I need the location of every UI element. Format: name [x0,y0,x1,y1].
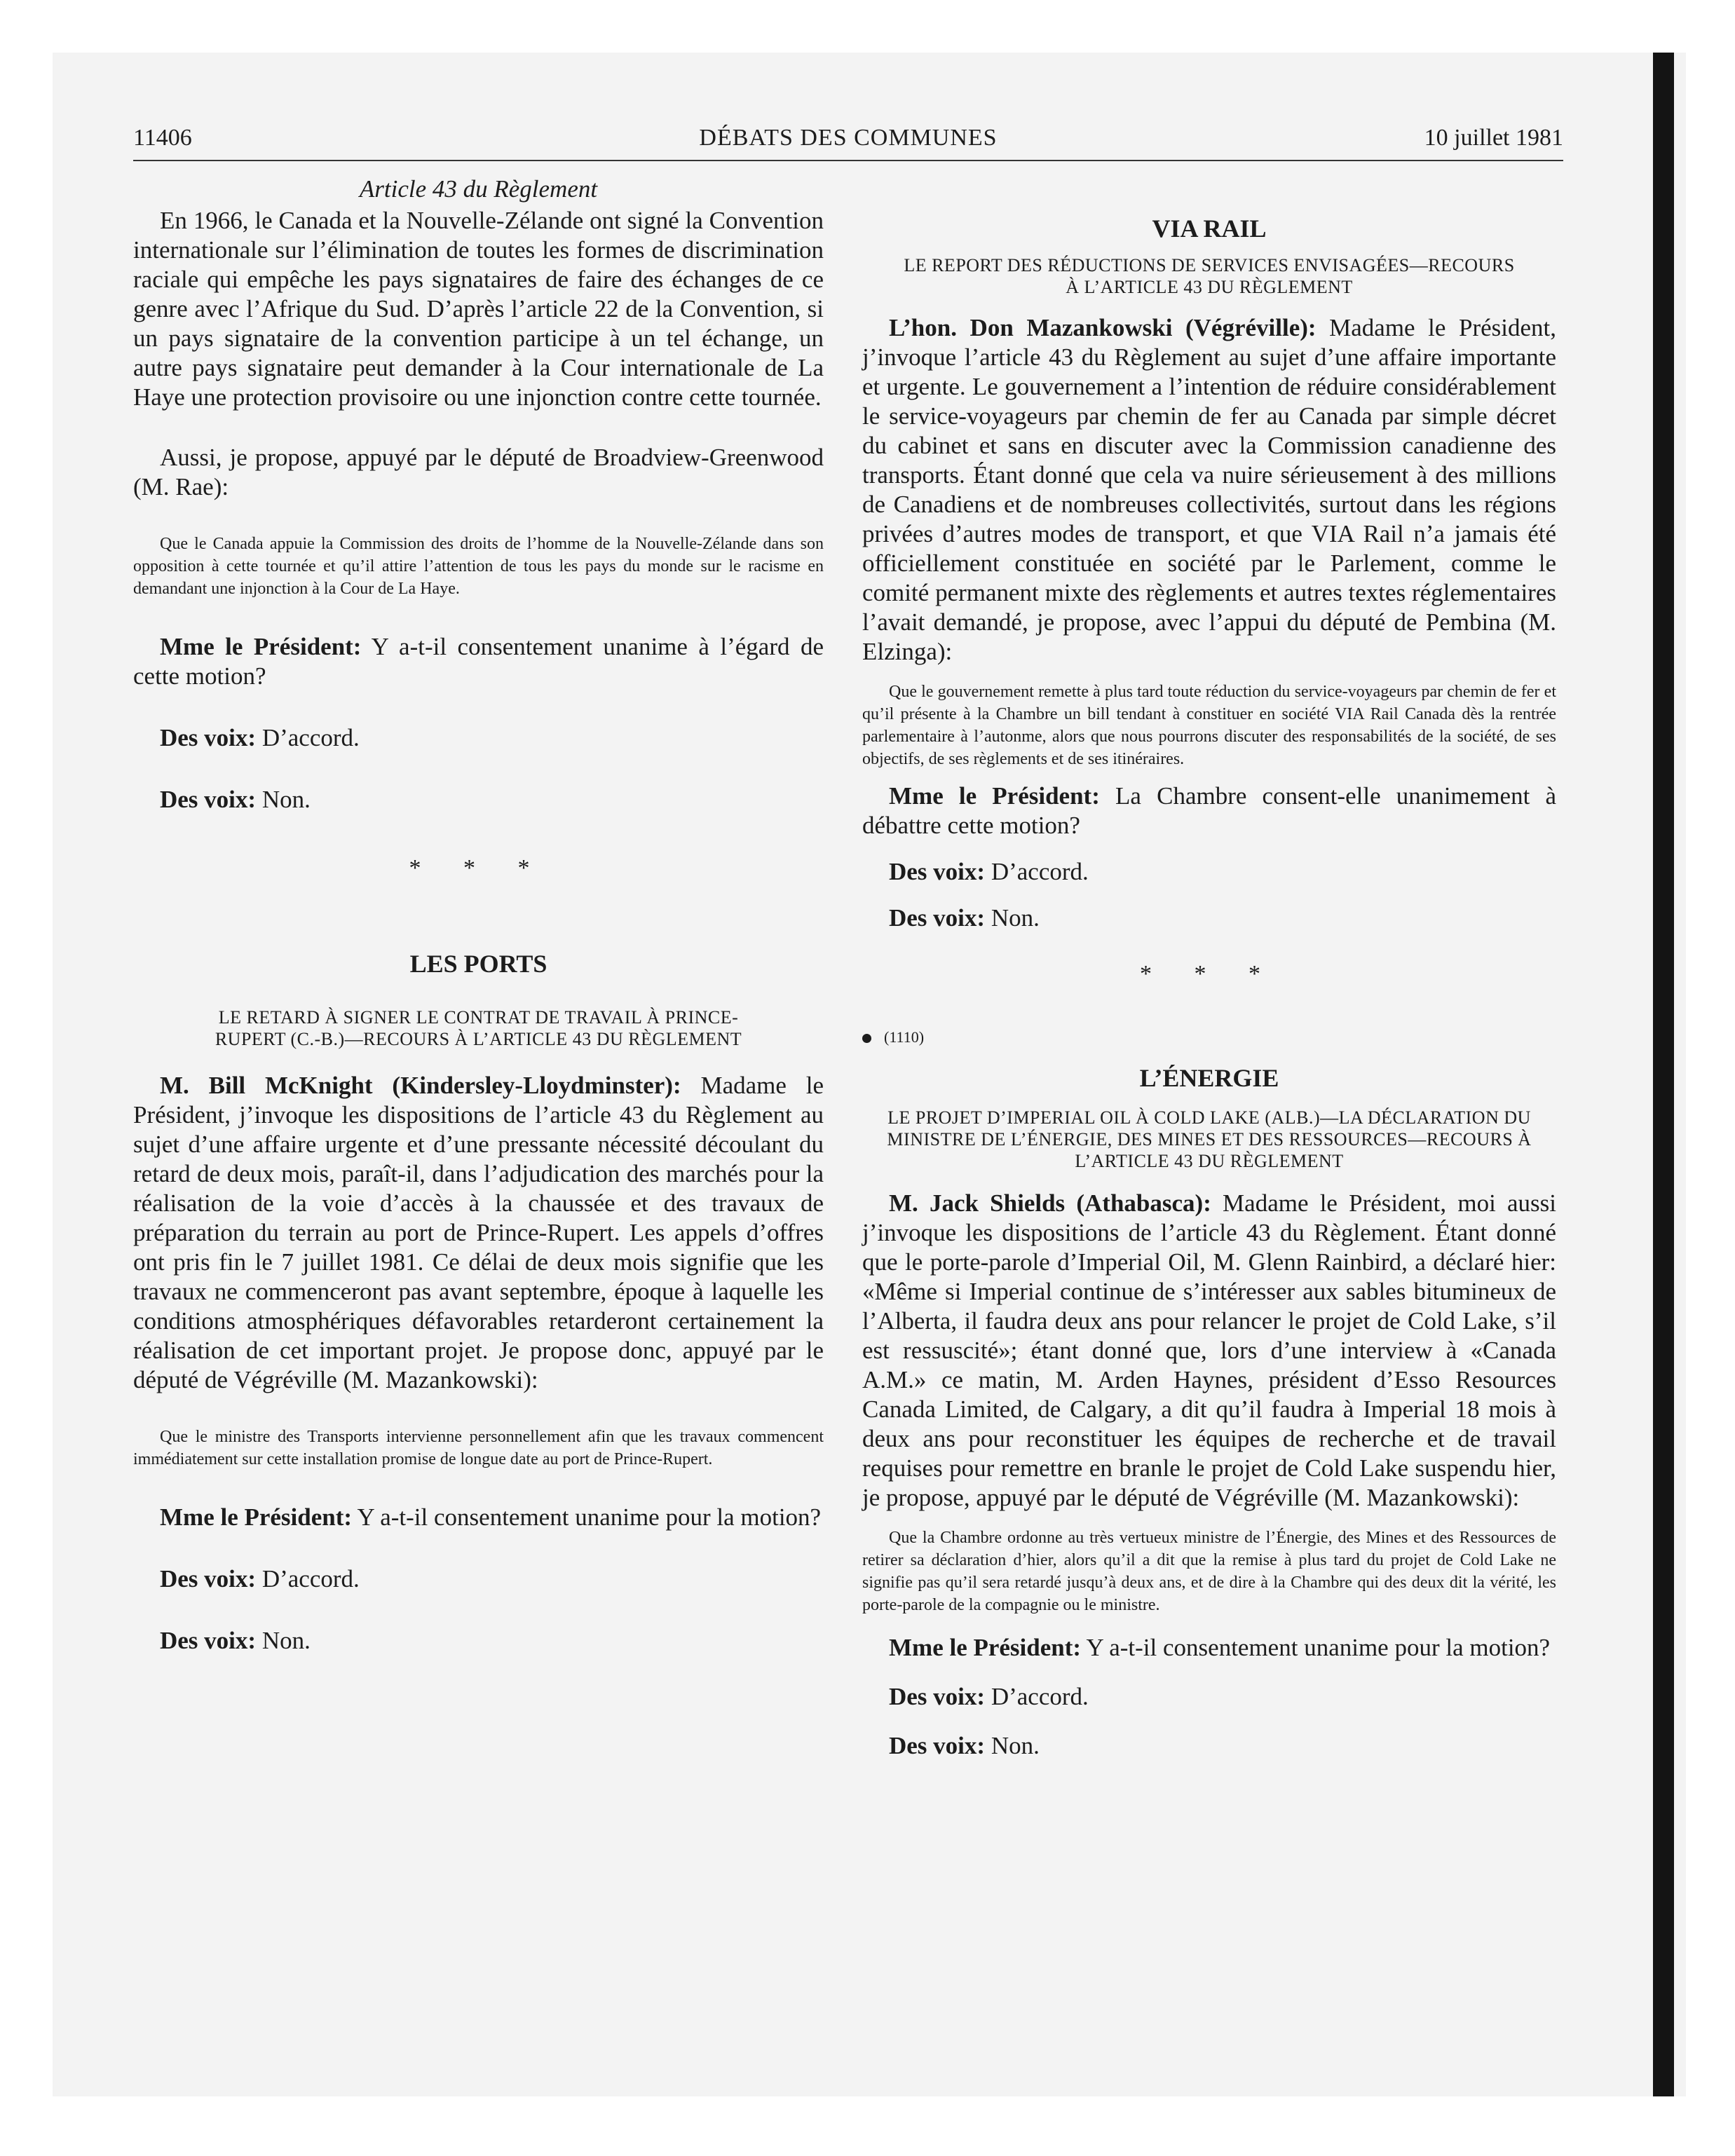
mp-speech [862,1189,1556,1513]
voices-no [862,1731,1556,1761]
voices-text: D’accord. [256,724,360,751]
mp-speech [133,1071,824,1395]
article-heading: Article 43 du Règlement [359,175,598,203]
voices-label: Des voix: [160,1627,257,1654]
mp-speech-text: Madame le Président, j’invoque les dispositions de l’article 43 du Règlement au sujet d’une affaire urgente et d’une pressante nécessité découlant du retard de deux mois, paraît-il, dans l’adjudication des marchés pour la réalisation de la voie d’accès à la chaussée et des travaux de préparation du terrain au port de Prince-Rupert. Les appels d’offres ont pris fin le 7 juillet 1981. Ce délai de deux mois signifie que les travaux ne commenceront pas avant septembre, époque à laquelle les conditions atmosphériques défavorables retarderont certainement la réalisation de cet important projet. Je propose donc, appuyé par le député de Végréville (M. Mazankowski): [133,1072,824,1393]
voices-label: Des voix: [160,786,257,813]
motion-text: Que le ministre des Transports intervienne personnellement afin que les travaux commencent immédiatement sur cette installation promise de longue date au port de Prince-Rupert. [133,1428,824,1468]
voices-text: Non. [256,1627,311,1654]
section-title-ports: LES PORTS [409,950,547,978]
page-number: 11406 [133,125,192,151]
speaker-line [133,632,824,691]
speaker-name: Mme le Président: [889,782,1100,810]
paragraph-proposal: Aussi, je propose, appuyé par le député de Broadview-Greenwood (M. Rae): [133,444,824,500]
speaker-line [862,782,1556,840]
speaker-name: Mme le Président: [160,1503,353,1531]
header-rule [133,160,1563,161]
scan-edge-bar [1653,53,1674,2096]
speaker-text: Y a-t-il consentement unanime pour la motion? [352,1503,822,1531]
section-subtitle-via-rail: LE REPORT DES RÉDUCTIONS DE SERVICES ENVISAGÉES—RECOURS À L’ARTICLE 43 DU RÈGLEMENT [904,255,1515,297]
voices-label: Des voix: [160,1565,257,1592]
voices-label: Des voix: [889,904,986,932]
time-marker-text: (1110) [884,1028,925,1046]
voices-label: Des voix: [889,858,986,885]
voices-text: Non. [256,786,311,813]
motion-text: Que la Chambre ordonne au très vertueux ministre de l’Énergie, des Mines et des Ressources de retirer sa déclaration d’hier, alors qu’il a dit que la remise à plus tard du projet de Cold Lake ne signifie pas qu’il sera retardé jusqu’à deux ans, et de dire à la Chambre qui des deux dit la vérité, les porte-parole de la compagnie ou le ministre. [862,1529,1556,1614]
speaker-text: La Chambre consent-elle unanimement à débattre cette motion? [862,782,1556,839]
right-column [862,175,1556,1761]
voices-yes [862,1682,1556,1712]
voices-yes [862,857,1556,887]
voices-label: Des voix: [889,1732,986,1759]
mp-name: L’hon. Don Mazankowski (Végréville): [889,314,1316,341]
voices-text: Non. [985,1732,1040,1759]
speaker-name: Mme le Président: [889,1634,1082,1661]
voices-no [133,785,824,814]
section-subtitle-ports: LE RETARD À SIGNER LE CONTRAT DE TRAVAIL À PRINCE-RUPERT (C.-B.)—RECOURS À L’ARTICLE 43 DU RÈGLEMENT [215,1007,742,1049]
paragraph-convention: En 1966, le Canada et la Nouvelle-Zélande ont signé la Convention internationale sur l’élimination de toutes les formes de discrimination raciale qui empêche les pays signataires de faire des échanges de ce genre avec l’Afrique du Sud. D’après l’article 22 de la Convention, si un pays signataire de la convention participe à un tel échange, un autre pays signataire peut demander à la Cour internationale de La Haye une protection provisoire ou une injonction contre cette tournée. [133,207,824,411]
voices-yes [133,723,824,753]
voices-yes [133,1564,824,1594]
publication-title: DÉBATS DES COMMUNES [699,125,998,151]
motion-text: Que le gouvernement remette à plus tard toute réduction du service-voyageurs par chemin de fer et qu’il présente à la Chambre un bill tendant à constituer en société VIA Rail Canada dès la rentrée parlementaire à l’autonme, alors que nous pourrons discuter des responsabilités de la société, de ses objectifs, de ses règlements et de ses itinéraires. [862,683,1556,768]
voices-label: Des voix: [889,1683,986,1710]
voices-text: D’accord. [985,858,1089,885]
section-subtitle-energie: LE PROJET D’IMPERIAL OIL À COLD LAKE (ALB.)—LA DÉCLARATION DU MINISTRE DE L’ÉNERGIE, DES MINES ET DES RESSOURCES—RECOURS À L’ARTICLE 43 DU RÈGLEMENT [887,1107,1532,1171]
voices-text: D’accord. [985,1683,1089,1710]
voices-no [862,903,1556,933]
voices-label: Des voix: [160,724,257,751]
voices-text: D’accord. [256,1565,360,1592]
time-marker [862,1028,1556,1046]
mp-speech [862,313,1556,667]
page-header [133,125,1563,160]
voices-text: Non. [985,904,1040,932]
speaker-text: Y a-t-il consentement unanime pour la motion? [1081,1634,1551,1661]
motion-text: Que le Canada appuie la Commission des droits de l’homme de la Nouvelle-Zélande dans son opposition à cette tournée et qu’il attire l’attention de tous les pays du monde sur le racisme en demandant une injonction à la Cour de La Haye. [133,535,824,598]
mp-name: M. Jack Shields (Athabasca): [889,1189,1211,1217]
publication-date: 10 juillet 1981 [1424,125,1563,151]
left-column [133,175,824,1656]
mp-name: M. Bill McKnight (Kindersley-Lloydminster): [160,1072,681,1099]
bullet-dot-icon [862,1034,871,1043]
mp-speech-text: Madame le Président, moi aussi j’invoque les dispositions de l’article 43 du Règlement. Étant donné que le porte-parole d’Imperial Oil, M. Glenn Rainbird, a déclaré hier: «Même si Imperial continue de s’intéresser aux sables bitumineux de l’Alberta, il faudra deux ans pour relancer le projet de Cold Lake, s’il est ressuscité»; étant donné que, lors d’une interview à «Canada A.M.» ce matin, M. Arden Haynes, président d’Esso Resources Canada Limited, de Calgary, a dit qu’il faudra à Imperial 18 mois à deux ans pour reconstituer les équipes de recherche et de travail requises pour remettre en branle le projet de Cold Lake suspendu hier, je propose, appuyé par le député de Végréville (M. Mazankowski): [862,1189,1556,1511]
voices-no [133,1626,824,1656]
speaker-line [862,1633,1556,1663]
section-separator: * * * [409,855,548,881]
speaker-name: Mme le Président: [160,633,362,660]
speaker-line [133,1503,824,1532]
speaker-text: Y a-t-il consentement unanime à l’égard de cette motion? [133,633,824,690]
section-title-via-rail: VIA RAIL [1152,214,1267,243]
mp-speech-text: Madame le Président, j’invoque l’article 43 du Règlement au sujet d’une affaire importante et urgente. Le gouvernement a l’intention de réduire considérablement le service-voyageurs par chemin de fer au Canada par simple décret du cabinet et sans en discuter avec la Commission canadienne des transports. Étant donné que cela va nuire sérieusement à des millions de Canadiens et de nombreuses collectivités, surtout dans les régions privées d’autres modes de transport, et que VIA Rail n’a jamais été officiellement constituée en société par le Parlement, comme le comité permanent mixte des règlements et autres textes réglementaires l’avait demandé, je propose, avec l’appui du député de Pembina (M. Elzinga): [862,314,1556,665]
section-separator: * * * [1140,961,1279,987]
section-title-energie: L’ÉNERGIE [1139,1064,1279,1092]
